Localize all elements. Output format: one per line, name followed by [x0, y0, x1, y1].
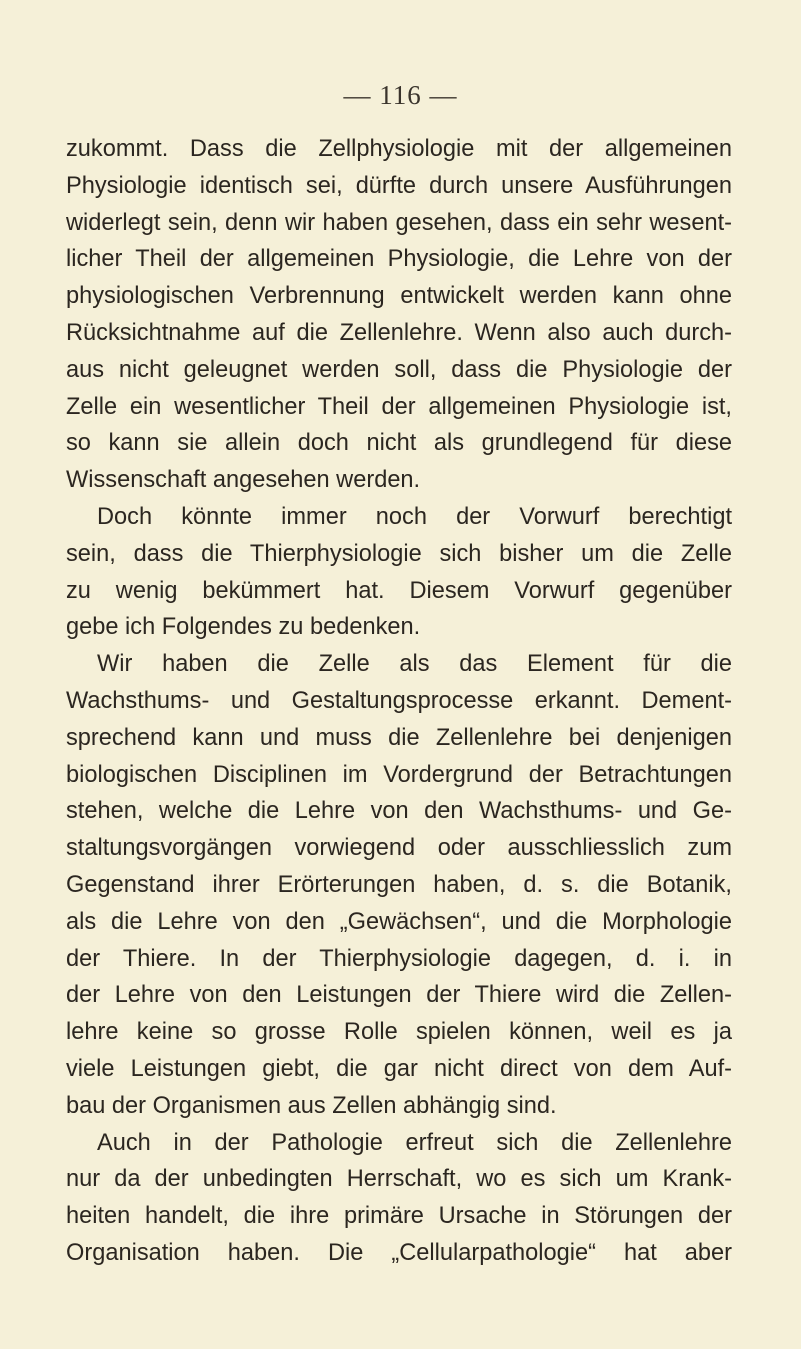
text-line: Rücksichtnahme auf die Zellenlehre. Wenn also auch durch-: [66, 320, 732, 346]
text-line: zu wenig bekümmert hat. Diesem Vorwurf gegenüber: [66, 577, 732, 604]
text-line: bau der Organismen aus Zellen abhängig sind.: [66, 1092, 557, 1119]
text-line: Physiologie identisch sei, dürfte durch unsere Ausführungen: [66, 172, 732, 199]
text-line: sein, dass die Thierphysiologie sich bisher um die Zelle: [66, 540, 732, 567]
text-line: viele Leistungen giebt, die gar nicht direct von dem Auf-: [66, 1056, 732, 1082]
text-line: staltungsvorgängen vorwiegend oder ausschliesslich zum: [66, 835, 732, 862]
text-line: physiologischen Verbrennung entwickelt werden kann ohne: [66, 283, 732, 310]
text-line: als die Lehre von den „Gewächsen“, und die Morphologie: [66, 908, 732, 935]
text-line: zukommt. Dass die Zellphysiologie mit der allgemeinen: [66, 136, 732, 162]
text-line: widerlegt sein, denn wir haben gesehen, dass ein sehr wesent-: [66, 209, 732, 236]
text-line: Gegenstand ihrer Erörterungen haben, d. s. die Botanik,: [66, 872, 732, 898]
text-line: gebe ich Folgendes zu bedenken.: [66, 614, 421, 641]
text-line: nur da der unbedingten Herrschaft, wo es sich um Krank-: [66, 1166, 732, 1193]
text-line: stehen, welche die Lehre von den Wachsthums- und Ge-: [66, 798, 732, 825]
text-line: lehre keine so grosse Rolle spielen können, weil es ja: [66, 1019, 732, 1046]
text-line: sprechend kann und muss die Zellenlehre bei denjenigen: [66, 724, 732, 751]
text-line: Wir haben die Zelle als das Element für die: [97, 651, 732, 678]
text-line: biologischen Disciplinen im Vordergrund der Betrachtungen: [66, 761, 732, 788]
text-line: heiten handelt, die ihre primäre Ursache in Störungen der: [66, 1203, 732, 1230]
text-line: aus nicht geleugnet werden soll, dass die Physiologie der: [66, 356, 732, 383]
text-line: so kann sie allein doch nicht als grundlegend für diese: [66, 430, 732, 457]
text-line: Wachsthums- und Gestaltungsprocesse erkannt. Dement-: [66, 688, 732, 714]
text-line: der Thiere. In der Thierphysiologie dagegen, d. i. in: [66, 945, 732, 972]
text-line: Auch in der Pathologie erfreut sich die Zellenlehre: [97, 1129, 732, 1156]
text-line: der Lehre von den Leistungen der Thiere wird die Zellen-: [66, 982, 732, 1009]
text-line: Zelle ein wesentlicher Theil der allgemeinen Physiologie ist,: [66, 393, 732, 420]
page-number: — 116 —: [343, 80, 458, 110]
text-line: Wissenschaft angesehen werden.: [66, 467, 421, 494]
text-line: Organisation haben. Die „Cellularpathologie“ hat aber: [66, 1240, 732, 1266]
text-line: Doch könnte immer noch der Vorwurf berechtigt: [97, 504, 732, 530]
text-line: licher Theil der allgemeinen Physiologie, die Lehre von der: [66, 246, 732, 273]
